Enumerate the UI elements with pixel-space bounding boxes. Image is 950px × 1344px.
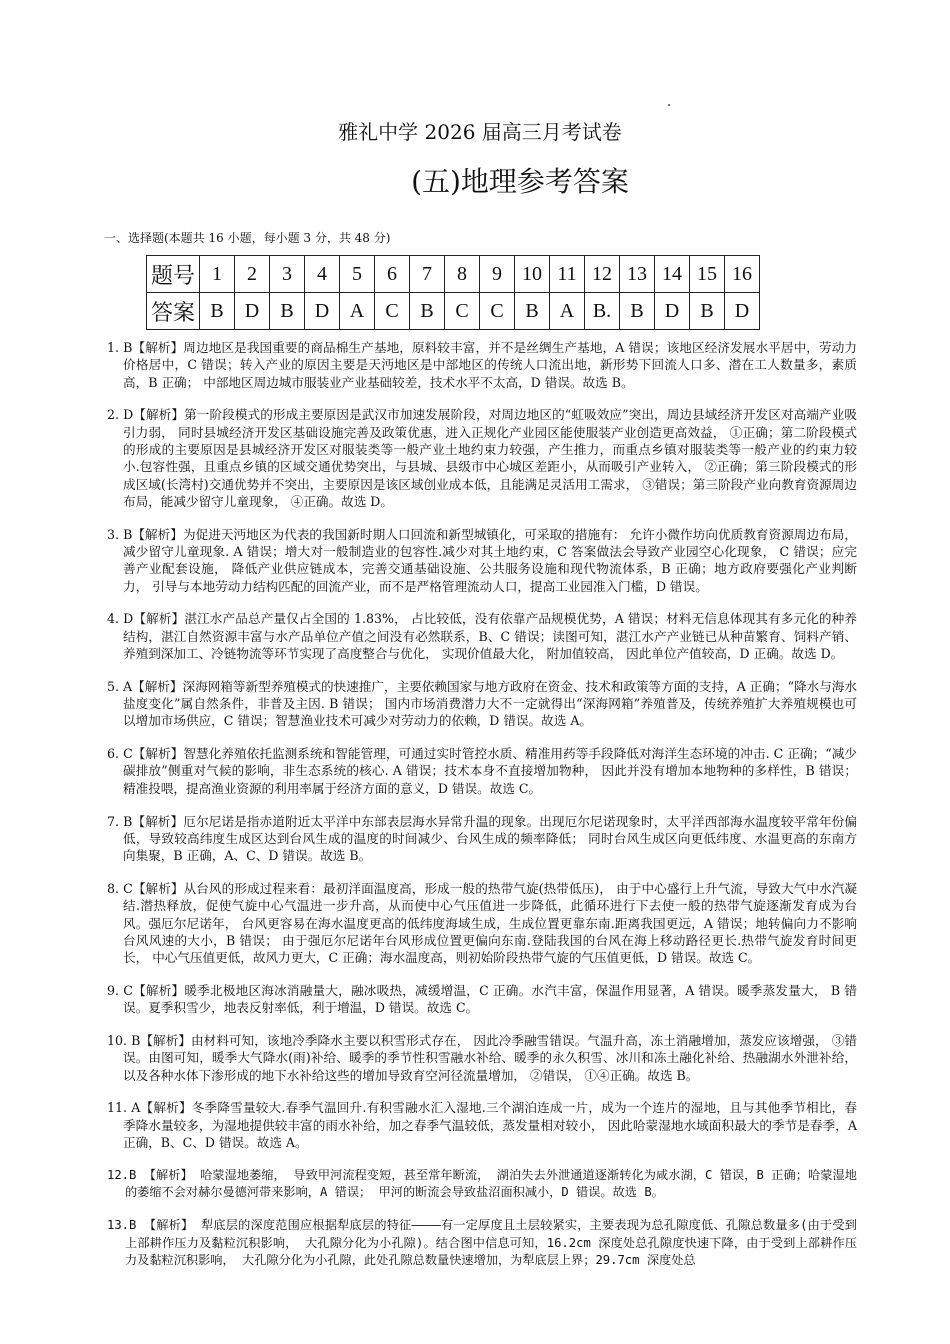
answer-cell: B <box>270 293 305 330</box>
row-header-question: 题号 <box>147 256 200 293</box>
section-heading: 一、选择题(本题共 16 小题，每小题 3 分，共 48 分) <box>104 231 391 245</box>
answer-cell: B <box>690 293 725 330</box>
answer-cell: A <box>550 293 585 330</box>
answer-cell: B. <box>585 293 620 330</box>
stray-mark <box>668 104 670 106</box>
question-number-cell: 2 <box>235 256 270 293</box>
answer-cell: B <box>515 293 550 330</box>
explanation-item: 3. B【解析】为促进天沔地区为代表的我国新时期人口回流和新型城镇化，可采取的措施有： 允许小微作坊向优质教育资源周边布局，减少留守儿童现象. A 错误；增大对一般制造业的包容性.减少对其土地约束，C 答案做法会导致产业园空心化现象， C 错误；应完善产业配套设施， 降低产业供应链成本，完善交通基础设施、公共服务设施和现代物流体系，B 正确；地方政府要强化产业判断力， 引导与本地劳动力结构匹配的回流产业，而不是严格管理流动人口，提高工业园准入门槛，D 错误。 <box>107 526 857 594</box>
answer-row <box>147 293 760 330</box>
answer-cell: C <box>445 293 480 330</box>
answer-cell: A <box>340 293 375 330</box>
answer-cell: D <box>305 293 340 330</box>
question-number-cell: 10 <box>515 256 550 293</box>
explanation-item: 12.B 【解析】 哈蒙湿地萎缩， 导致甲河流程变短，甚至常年断流， 湖泊失去外泄通道逐渐转化为咸水湖，C 错误，B 正确；哈蒙湿地的萎缩不会对赫尔曼德河带来影响，A 错误； 甲河的断流会导致盐沼面积减小，D 错误。故选 B。 <box>107 1167 857 1200</box>
question-number-cell: 6 <box>375 256 410 293</box>
question-number-cell: 8 <box>445 256 480 293</box>
answer-cell: B <box>620 293 655 330</box>
explanations <box>107 339 857 1285</box>
answer-cell: D <box>235 293 270 330</box>
answer-cell: B <box>410 293 445 330</box>
explanation-item: 1. B【解析】周边地区是我国重要的商品棉生产基地，原料较丰富，并不是丝绸生产基地，A 错误；该地区经济发展水平居中，劳动力价格居中，C 错误；转入产业的原因主要是天沔地区是中部地区的传统人口流出地，新形势下回流人口多、潜在工人数量多，素质高，B 正确； 中部地区周边城市服装业产业基础较差，技术水平不太高，D 错误。故选 B。 <box>107 340 857 390</box>
row-header-answer: 答案 <box>147 293 200 330</box>
question-number-cell: 3 <box>270 256 305 293</box>
question-number-cell: 4 <box>305 256 340 293</box>
question-number-cell: 12 <box>585 256 620 293</box>
question-number-cell: 9 <box>480 256 515 293</box>
explanation-item: 11. A【解析】冬季降雪量较大.春季气温回升.有积雪融水汇入湿地.三个湖泊连成一片，成为一个连片的湿地，且与其他季节相比，春季降水量较多，为湿地提供较丰富的雨水补给，加之春季气温较低，蒸发量相对较小， 因此哈蒙湿地水域面积最大的季节是春季，A 正确，B、C、D 错误。故选 A。 <box>107 1100 857 1150</box>
explanation-item: 5. A【解析】深海网箱等新型养殖模式的快速推广，主要依赖国家与地方政府在资金、技术和政策等方面的支持，A 正确；“降水与海水盐度变化”属自然条件，非普及主因. B 错误； 国内市场消费潜力大不一定就得出“深海网箱”养殖普及，传统养殖扩大养殖规模也可以增加市场供应，C 错误；智慧渔业技术可减少对劳动力的依赖，D 错误。故选 A。 <box>107 678 857 729</box>
answer-table <box>146 255 760 330</box>
explanation-item: 7. B【解析】厄尔尼诺是指赤道附近太平洋中东部表层海水异常升温的现象。出现厄尔尼诺现象时，太平洋西部海水温度较平常年份偏低，导致较高纬度生成区达到台风生成的温度的时间减少、台风生成的频率降低； 同时台风生成区向更低纬度、水温更高的东南方向集聚，B 正确，A、C、D 错误。故选 B。 <box>107 813 857 864</box>
answer-cell: C <box>480 293 515 330</box>
question-number-cell: 13 <box>620 256 655 293</box>
question-number-cell: 16 <box>725 256 760 293</box>
question-number-cell: 7 <box>410 256 445 293</box>
question-number-row <box>147 256 760 293</box>
question-number-cell: 14 <box>655 256 690 293</box>
answer-cell: D <box>725 293 760 330</box>
question-number-cell: 11 <box>550 256 585 293</box>
answer-cell: D <box>655 293 690 330</box>
explanation-item: 2. D【解析】第一阶段模式的形成主要原因是武汉市加速发展阶段，对周边地区的“虹吸效应”突出，周边县域经济开发区对高端产业吸引力弱， 同时县城经济开发区基础设施完善及政策优惠，进入正规化产业园区能使服装产业创造更高效益， ①正确；第二阶段模式的形成的主要原因是县城经济开发区对服装类等一般产业土地约束力较强，产生推力，而重点乡镇对服装类等一般产业的约束力较小.包容性强，且重点乡镇的区域交通优势突出，与县城、县级市中心城区差距小，从而吸引产业转入， ②正确；第三阶段模式的形成区域(长湾村)交通优势并不突出，主要原因是该区域创业成本低，且能满足灵活用工需求， ③错误；第三阶段产业向教育资源周边布局，能减少留守儿童现象， ④正确。故选 D。 <box>107 407 857 509</box>
exam-title: 雅礼中学 2026 届高三月考试卷 <box>338 120 622 144</box>
answer-cell: C <box>375 293 410 330</box>
explanation-item: 6. C【解析】智慧化养殖依托监测系统和智能管理，可通过实时管控水质、精准用药等手段降低对海洋生态环境的冲击. C 正确；“减少碳排放”侧重对气候的影响，非生态系统的核心. A 错误；技术本身不直接增加物种， 因此并没有增加本地物种的多样性，B 错误；精准投喂，提高渔业资源的利用率属于经济方面的意义，D 错误。故选 C。 <box>107 746 857 796</box>
explanation-item: 8. C【解析】从台风的形成过程来看：最初洋面温度高，形成一般的热带气旋(热带低压)， 由于中心盛行上升气流，导致大气中水汽凝结.潜热释放，促使气旋中心气温进一步升高，从而使中心气压值进一步降低，此循环进行下去使一般的热带气旋逐渐发育成为台风。强厄尔尼诺年， 台风更容易在海水温度更高的低纬度海域生成，生成位置更靠东南.距离我国更远，A 错误；地转偏向力不影响台风风速的大小，B 错误； 由于强厄尔尼诺年台风形成位置更偏向东南.登陆我国的台风在海上移动路径更长.热带气旋发育时间更长， 中心气压值更低，故风力更大，C 正确；海水温度高，则初始阶段热带气旋的气压值更低，D 错误。故选 C。 <box>107 880 857 966</box>
question-number-cell: 5 <box>340 256 375 293</box>
explanation-item: 9. C【解析】暖季北极地区海冰消融量大，融冰吸热，减缓增温，C 正确。水汽丰富，保温作用显著，A 错误。暖季蒸发量大， B 错误。夏季积雪少，地表反射率低，利于增温，D 错误。故选 C。 <box>107 982 857 1016</box>
answer-key-title: (五)地理参考答案 <box>411 165 629 198</box>
explanation-item: 4. D【解析】湛江水产品总产量仅占全国的 1.83%， 占比较低，没有依靠产品规模优势，A 错误；材料无信息体现其有多元化的种养结构，湛江自然资源丰富与水产品单位产值之间没有必然联系，B、C 错误；读图可知，湛江水产产业链已从种苗繁育、饲料产销、养殖到深加工、冷链物流等环节实现了高度整合与优化， 实现价值最大化， 附加值较高， 因此单位产值较高，D 正确。故选 D。 <box>107 611 857 661</box>
question-number-cell: 1 <box>200 256 235 293</box>
explanation-item: 13.B 【解析】 犁底层的深度范围应根据犁底层的特征————有一定厚度且土层较紧实，主要表现为总孔隙度低、孔隙总数量多(由于受到上部耕作压力及黏粒沉积影响， 大孔隙分化为小孔隙)。结合图中信息可知，16.2cm 深度处总孔隙度快速下降，由于受到上部耕作压力及黏粒沉积影响， 大孔隙分化为小孔隙，此处孔隙总数量快速增加，为犁底层上界；29.7cm 深度处总 <box>107 1218 857 1268</box>
answer-cell: B <box>200 293 235 330</box>
question-number-cell: 15 <box>690 256 725 293</box>
explanation-item: 10. B【解析】由材料可知，该地冷季降水主要以积雪形式存在， 因此冷季融雪错误。气温升高，冻土消融增加，蒸发应该增强， ③错误。由图可知，暖季大气降水(雨)补给、暖季的季节性积雪融水补给、暖季的永久积雪、冰川和冻土融化补给、热融湖水外泄补给， 以及各种水体下渗形成的地下水补给这些的增加导致育空河径流量增加， ②错误， ①④正确。故选 B。 <box>107 1033 857 1083</box>
